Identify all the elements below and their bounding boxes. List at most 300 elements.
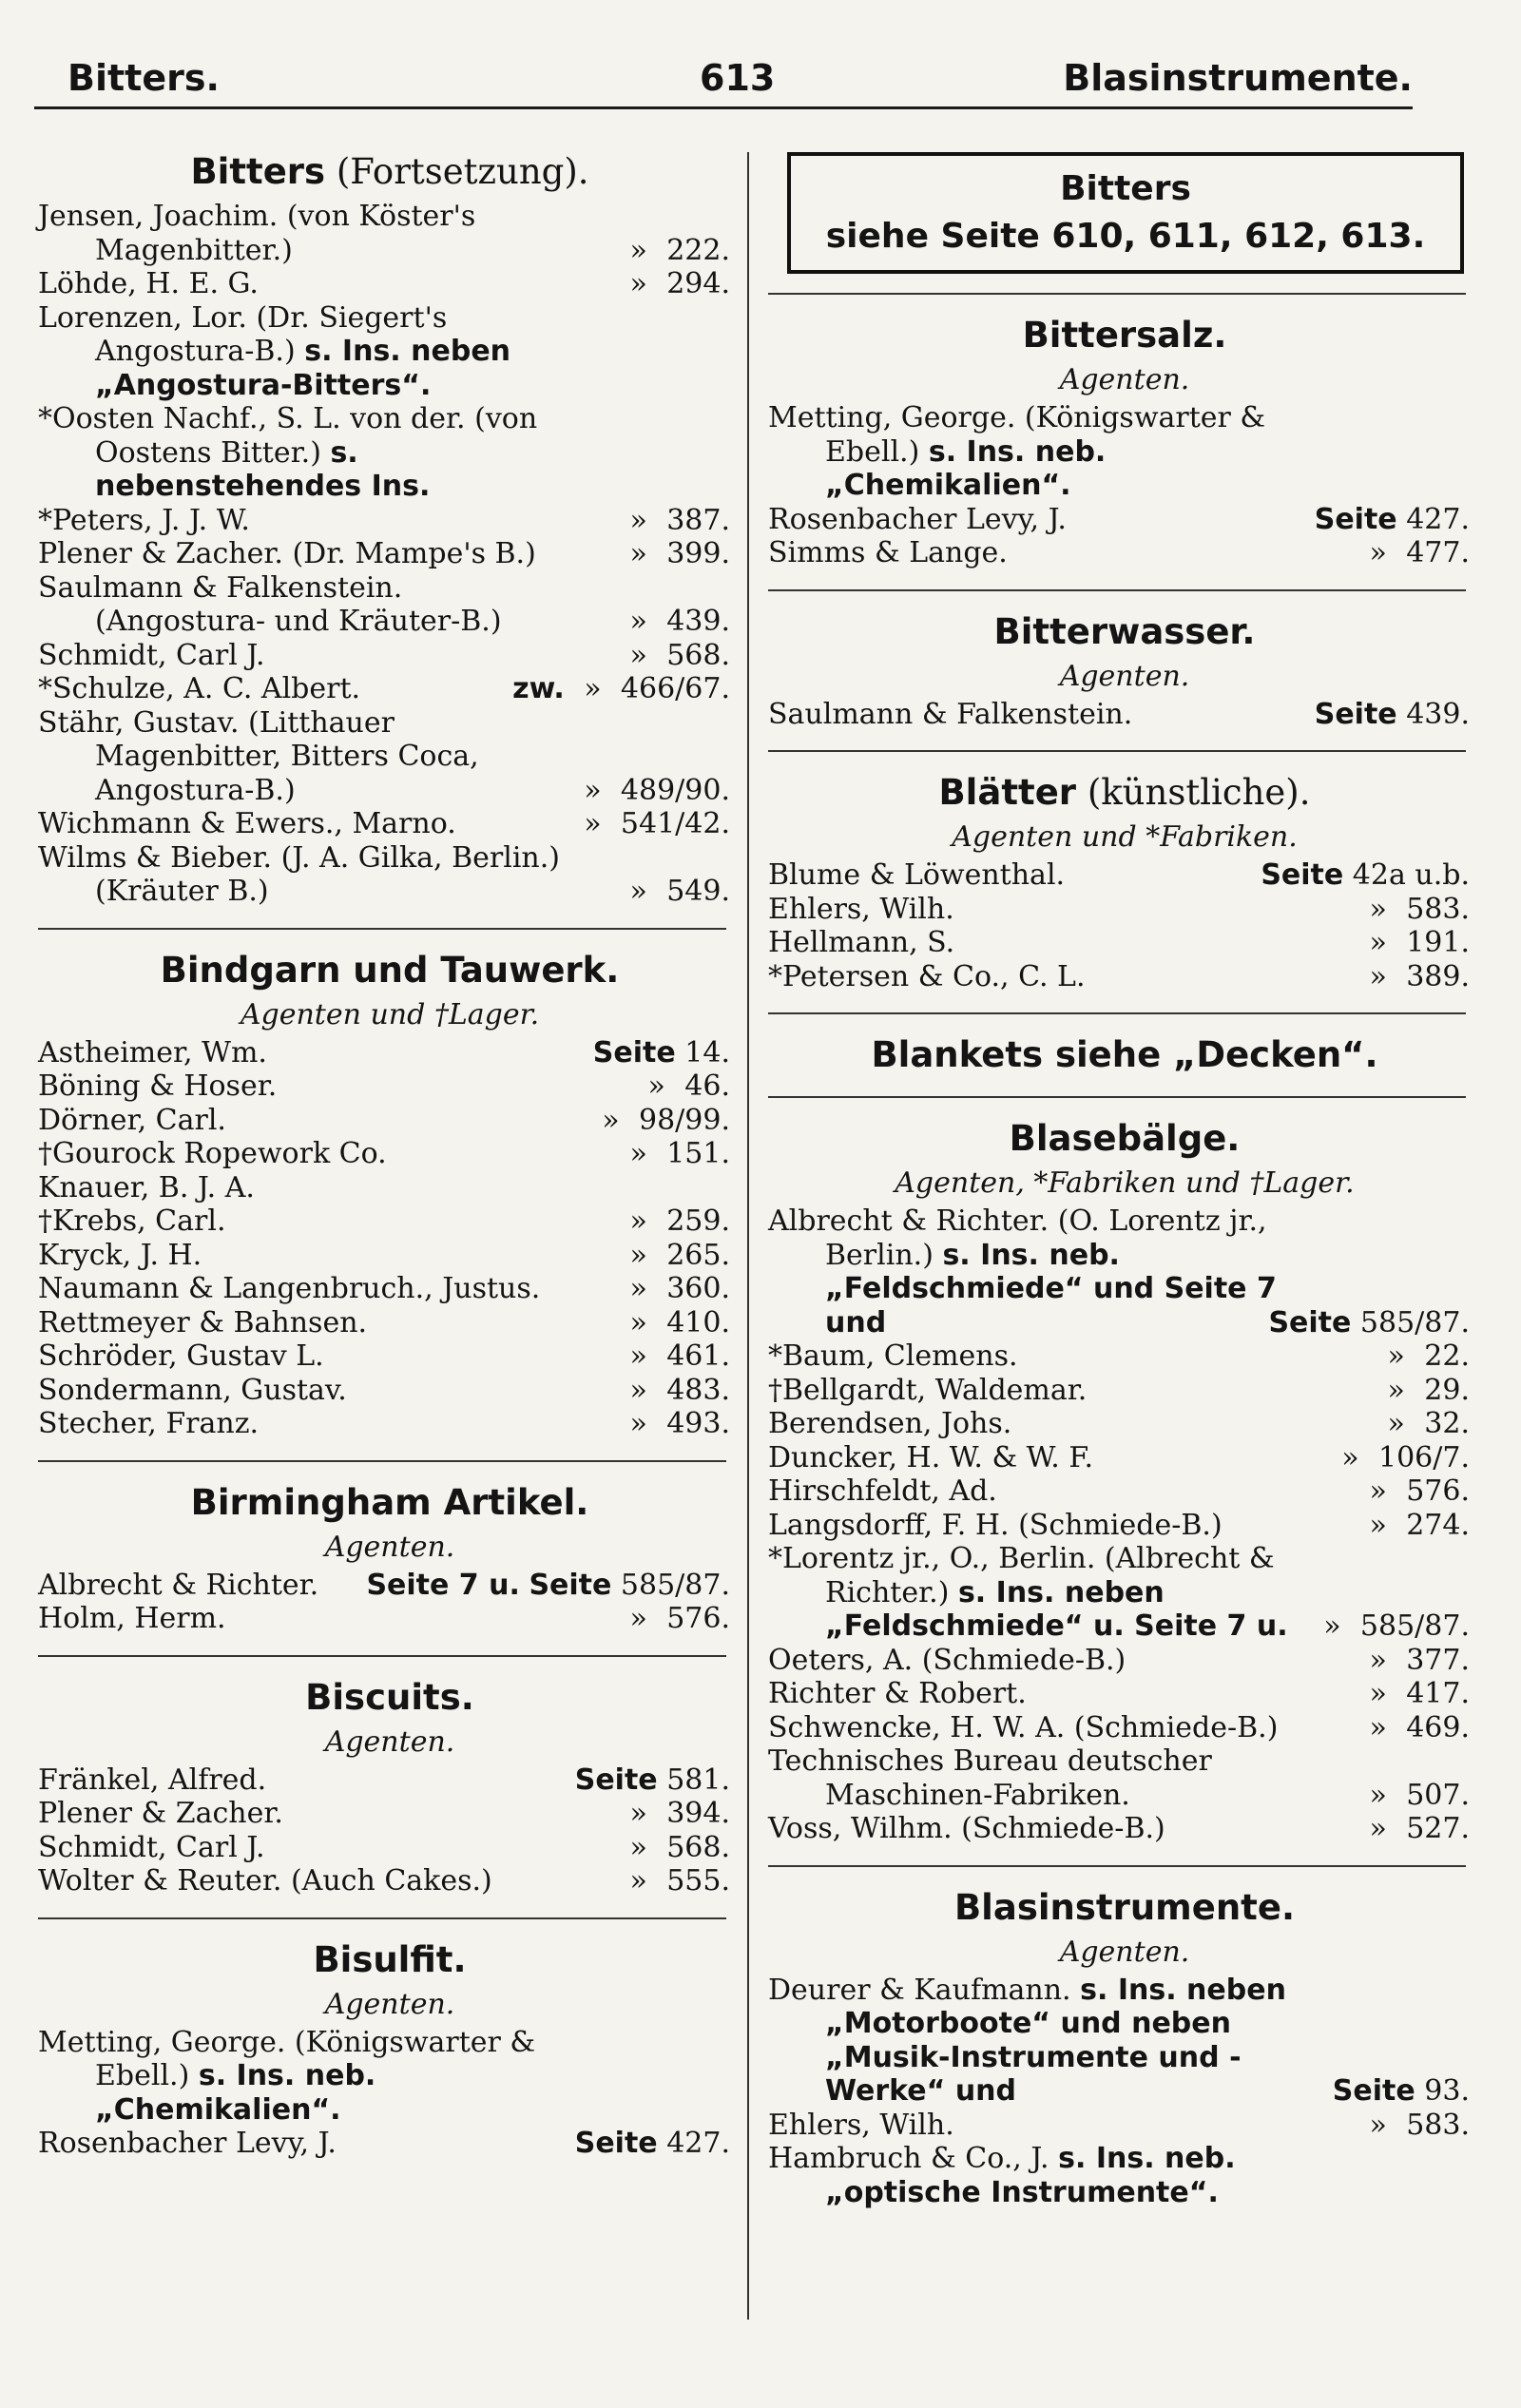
entry-ref-marker: » [629,1339,647,1373]
entry-page-ref [1359,960,1470,994]
entry-name: Löhde, H. E. G. [38,267,259,300]
section-heading [38,150,741,194]
entry-ref-marker: » [629,1305,647,1339]
directory-entry [768,1204,1481,1339]
entry-page-number: 377. [1406,1643,1470,1677]
entry-page-ref [620,1374,730,1408]
section-subtitle: Agenten und †Lager. [240,997,540,1031]
entry-name: Simms & Lange. [768,536,1008,569]
boxed-notice-line2: siehe Seite 610, 611, 612, 613. [825,217,1426,256]
directory-entry [38,1339,741,1374]
left-column [38,143,741,2161]
entry-page-ref [1313,1609,1470,1644]
directory-entry [38,504,741,538]
directory-entry [768,858,1481,893]
section-heading [38,1676,741,1720]
directory-entry [768,2142,1481,2209]
directory-section [38,1481,741,1636]
entry-ref-marker: » [629,1797,647,1830]
entry-name: *Baum, Clemens. [768,1339,1018,1373]
entry-page-ref [1377,1374,1470,1408]
section-title: Biscuits. [305,1676,474,1718]
entry-page-ref [620,1602,730,1636]
right-sections [768,293,1481,2209]
section-title: Bisulfit. [313,1938,467,1980]
entry-name: Dörner, Carl. [38,1103,226,1137]
entry-insert-note: s. nebenstehendes Ins. [95,435,431,503]
entry-name: Saulmann & Falkenstein. (Angostura- und Kräuter-B.) [38,570,502,638]
entry-ref-marker: » [1387,1407,1405,1440]
entry-name: Technisches Bureau deutscher Maschinen-Fabriken. [768,1744,1212,1812]
entry-ref-marker: » [1341,1440,1359,1474]
column-divider [747,152,749,2320]
entry-ref-marker: » [629,537,647,570]
directory-entry [768,1812,1481,1846]
entry-ref-marker: » [1369,1710,1387,1744]
directory-section [768,1886,1481,2210]
section-separator [38,1917,726,1919]
directory-section [38,949,741,1441]
entry-ref-marker: » [629,233,647,267]
entry-page-number: 585/87. [1359,1305,1470,1339]
directory-entry [38,402,741,504]
entry-page-ref [620,639,730,673]
entry-ref-marker: » [1369,959,1387,993]
entry-name: Hirschfeldt, Ad. [768,1474,997,1508]
entry-name: Böning & Hoser. [38,1069,278,1103]
entry-page-number: 410. [666,1305,730,1339]
entry-ref-marker: Seite [1268,1305,1352,1339]
entry-page-ref [1315,698,1470,732]
entry-name: Astheimer, Wm. [38,1035,267,1069]
section-title-suffix: (künstliche). [1076,772,1311,813]
entry-page-ref [1331,1441,1470,1475]
entry-page-ref [366,1569,730,1603]
entry-page-number: 568. [666,1830,730,1864]
directory-entry [768,1407,1481,1441]
entry-name: Ehlers, Wilh. [768,2108,954,2142]
entry-ref-marker: » [629,1373,647,1407]
entry-page-number: 32. [1424,1407,1470,1440]
directory-entry [768,1644,1481,1678]
entry-page-number: 387. [666,503,730,537]
entry-name: Langsdorff, F. H. (Schmiede-B.) [768,1508,1223,1542]
entry-name: Metting, George. (Königswarter & Ebell.) [38,2025,536,2092]
directory-entry [38,1831,741,1865]
directory-entry [768,503,1481,537]
directory-entry [768,1374,1481,1408]
entry-ref-marker: » [584,672,602,705]
entry-name: †Bellgardt, Waldemar. [768,1373,1088,1407]
entry-page-number: 585/87. [1359,1609,1470,1643]
directory-entry [38,706,741,808]
entry-name: Deurer & Kaufmann. [768,1973,1071,2007]
directory-section [768,1117,1481,1846]
entry-ref-marker: » [629,1407,647,1440]
entry-page-number: 477. [1406,536,1470,569]
directory-entry [768,1744,1481,1812]
entry-page-ref [1377,1339,1470,1374]
entry-page-ref [591,1104,730,1138]
entry-name: Wolter & Reuter. (Auch Cakes.) [38,1864,492,1898]
entry-line [768,1339,1481,1374]
entry-insert-note: s. Ins. neben „Motorboote“ und neben „Musik-Instrumente und -Werke“ und [825,1973,1286,2108]
entry-page-number: 583. [1406,892,1470,926]
entry-line [768,2142,1481,2209]
entry-page-ref [1268,1306,1470,1340]
entry-line [38,1069,741,1104]
directory-section [38,150,741,909]
section-subtitle: Agenten und *Fabriken. [952,820,1298,854]
entry-name: Hambruch & Co., J. [768,2142,1049,2175]
section-heading [768,1033,1481,1077]
directory-entry [38,2026,741,2128]
section-subtitle: Agenten, *Fabriken und †Lager. [895,1166,1355,1200]
directory-entry [38,200,741,267]
entry-page-number: 222. [666,233,730,267]
entry-ref-prefix: Seite 7 u. [366,1568,520,1602]
entry-page-number: 489/90. [620,773,730,807]
directory-entry [768,960,1481,994]
entry-ref-marker: » [629,1238,647,1272]
entry-page-number: 583. [1406,2108,1470,2142]
entry-page-number: 29. [1424,1373,1470,1407]
entry-name: Sondermann, Gustav. [38,1373,347,1407]
directory-entry [768,1509,1481,1543]
directory-entry [38,1306,741,1340]
directory-entry [38,1239,741,1273]
entry-insert-note: s. Ins. neb. „Chemikalien“. [825,434,1107,502]
entry-ref-marker: » [1387,1373,1405,1407]
entry-name: Ehlers, Wilh. [768,892,954,926]
entry-page-number: 568. [666,638,730,672]
entry-page-ref [620,875,730,909]
right-column [768,143,1481,2209]
entry-page-number: 294. [666,267,730,300]
directory-entry [38,1797,741,1831]
entry-page-ref [620,1137,730,1171]
entry-name: Kryck, J. H. [38,1238,202,1272]
entry-page-ref [620,1831,730,1865]
entry-page-number: 585/87. [620,1568,730,1602]
entry-ref-marker: » [1369,1677,1387,1710]
entry-page-number: 466/67. [620,672,730,705]
entry-ref-marker: » [1369,1643,1387,1677]
section-title: Blankets siehe „Decken“. [871,1034,1378,1075]
directory-entry [768,1677,1481,1711]
entry-line [768,1374,1481,1408]
entry-page-ref [573,807,730,841]
entry-page-ref [575,2127,730,2161]
section-separator [38,928,726,930]
entry-page-ref [1333,2074,1470,2109]
directory-entry [38,841,741,909]
entry-ref-marker: » [629,1864,647,1898]
entry-page-number: 106/7. [1378,1440,1470,1474]
directory-entry [768,1339,1481,1374]
entry-page-ref [620,267,730,301]
entry-name: Berendsen, Johs. [768,1407,1012,1440]
entry-page-ref [620,1864,730,1898]
entry-name: *Schulze, A. C. Albert. [38,672,361,705]
entry-page-ref [512,672,730,706]
entry-page-number: 98/99. [639,1103,730,1137]
entry-name: Rosenbacher Levy, J. [768,502,1067,536]
section-separator [768,293,1466,295]
directory-entry [38,1763,741,1798]
entry-page-ref [620,1339,730,1374]
directory-section [768,1033,1481,1077]
entry-line [38,402,741,504]
entry-page-ref [620,1306,730,1340]
section-title: Blasebälge. [1009,1118,1241,1159]
directory-entry [768,401,1481,503]
entry-page-ref [620,537,730,571]
section-subtitle: Agenten. [324,1987,455,2021]
entry-name: *Peters, J. J. W. [38,503,250,537]
entry-ref-marker: » [1387,1339,1405,1373]
directory-entry [38,1204,741,1239]
section-heading [768,314,1481,357]
entry-name: Stähr, Gustav. (Litthauer Magenbitter, Bitters Coca, Angostura-B.) [38,705,479,807]
directory-section [38,1676,741,1898]
entry-page-number: 507. [1406,1778,1470,1812]
entry-page-ref [573,774,730,808]
section-title: Bitters [190,151,326,192]
directory-entry [38,571,741,639]
directory-entry [38,267,741,301]
entry-page-ref [620,504,730,538]
entry-page-number: 42a u.b. [1352,858,1470,892]
directory-entry [38,1104,741,1138]
entry-name: Metting, George. (Königswarter & Ebell.) [768,401,1266,469]
entry-page-number: 22. [1424,1339,1470,1373]
entry-ref-marker: » [1369,536,1387,569]
entry-name: Blume & Löwenthal. [768,858,1066,892]
entry-name: Schröder, Gustav L. [38,1339,324,1373]
entry-page-ref [1261,858,1470,893]
entry-ref-marker: Seite [1261,858,1344,892]
entry-name: Plener & Zacher. [38,1797,283,1830]
entry-page-ref [1359,1812,1470,1846]
entry-page-ref [1359,1779,1470,1813]
entry-insert-note: s. Ins. neben „Feldschmiede“ u. Seite 7 u. [825,1575,1288,1643]
entry-page-number: 549. [666,875,730,908]
section-separator [38,1655,726,1657]
entry-ref-marker: » [1369,1508,1387,1542]
directory-entry [768,926,1481,960]
entry-page-number: 541/42. [620,807,730,840]
entry-ref-marker: » [629,1272,647,1305]
entry-name: Holm, Herm. [38,1602,226,1635]
directory-entry [768,1974,1481,2109]
bitters-cross-reference-box [787,152,1464,274]
entry-ref-marker: » [629,1137,647,1170]
entry-name: Duncker, H. W. & W. F. [768,1440,1094,1474]
directory-section [768,610,1481,732]
entry-page-ref [1315,503,1470,537]
section-heading [38,1938,741,1982]
entry-page-ref [620,234,730,268]
entry-page-number: 555. [666,1864,730,1898]
section-separator [768,1096,1466,1098]
entry-page-ref [1359,1711,1470,1745]
entry-line [38,1171,741,1205]
directory-entry [768,698,1481,732]
entry-name: Richter & Robert. [768,1677,1027,1710]
entry-name: Stecher, Franz. [38,1407,260,1440]
entry-ref-marker: » [647,1069,665,1103]
running-head-left: Bitters. [67,57,220,99]
directory-section [768,771,1481,993]
entry-ref-marker: » [602,1103,620,1137]
directory-entry [38,1569,741,1603]
directory-section [768,314,1481,570]
entry-page-ref [638,1069,730,1104]
directory-entry [38,807,741,841]
entry-name: †Krebs, Carl. [38,1204,226,1238]
entry-insert-note: s. Ins. neb. „Chemikalien“. [95,2059,376,2127]
entry-page-number: 265. [666,1238,730,1272]
entry-line [38,301,741,403]
directory-entry [768,536,1481,570]
entry-ref-marker: » [1369,1812,1387,1845]
entry-name: Wichmann & Ewers., Marno. [38,807,456,840]
entry-page-number: 483. [666,1373,730,1407]
entry-line [768,401,1481,503]
entry-line [768,1407,1481,1441]
entry-page-ref [1359,893,1470,927]
entry-ref-marker: Seite [574,1763,658,1797]
entry-name: *Lorentz jr., O., Berlin. (Albrecht & Richter.) [768,1542,1275,1609]
entry-page-number: 274. [1406,1508,1470,1542]
section-title: Birmingham Artikel. [190,1481,589,1523]
entry-name: Schmidt, Carl J. [38,638,265,672]
section-title: Bindgarn und Tauwerk. [160,949,620,991]
directory-entry [38,1171,741,1205]
entry-page-number: 93. [1424,2074,1470,2108]
entry-page-number: 439. [666,605,730,638]
entry-name: Voss, Wilhm. (Schmiede-B.) [768,1812,1165,1845]
entry-name: Wilms & Bieber. (J. A. Gilka, Berlin.) (Kräuter B.) [38,840,560,908]
entry-insert-note: s. Ins. neb. „optische Instrumente“. [825,2142,1236,2209]
entry-insert-note: s. Ins. neb. „Feldschmiede“ und Seite 7 und [825,1238,1277,1339]
section-heading [768,1886,1481,1930]
section-heading [768,1117,1481,1161]
section-title-suffix: (Fortsetzung). [325,151,589,192]
directory-entry [38,1374,741,1408]
entry-ref-marker: » [1369,1474,1387,1508]
entry-ref-marker: » [629,1602,647,1635]
entry-ref-marker: Seite [1314,502,1397,536]
entry-page-number: 399. [666,537,730,570]
entry-ref-marker: » [584,807,602,840]
section-subtitle: Agenten. [324,1724,455,1759]
section-subtitle: Agenten. [1059,1935,1190,1969]
entry-ref-prefix: zw. [512,672,565,705]
entry-name: Hellmann, S. [768,926,955,959]
entry-name: Jensen, Joachim. (von Köster's Magenbitter.) [38,200,476,267]
entry-name: Rettmeyer & Bahnsen. [38,1305,368,1339]
entry-name: Plener & Zacher. (Dr. Mampe's B.) [38,537,536,570]
entry-page-number: 427. [1406,502,1470,536]
section-separator [38,1460,726,1462]
entry-page-ref [620,1272,730,1306]
entry-ref-marker: » [1323,1609,1341,1643]
entry-name: Saulmann & Falkenstein. [768,697,1133,731]
directory-entry [38,672,741,706]
entry-line [38,2026,741,2128]
directory-entry [768,893,1481,927]
entry-page-ref [1359,2109,1470,2143]
entry-ref-marker: » [1369,926,1387,959]
entry-ref-marker: Seite [529,1568,612,1602]
directory-entry [38,1137,741,1171]
section-title: Bittersalz. [1022,315,1227,356]
entry-name: Albrecht & Richter. (O. Lorentz jr., Berlin.) [768,1204,1267,1272]
entry-name: Lorenzen, Lor. (Dr. Siegert's Angostura-B.) [38,300,448,368]
section-heading [768,771,1481,815]
directory-entry [38,537,741,571]
entry-page-ref [593,1036,730,1070]
section-heading [38,1481,741,1525]
page-number: 613 [700,57,776,99]
entry-ref-marker: » [629,1830,647,1864]
entry-name: Rosenbacher Levy, J. [38,2127,337,2160]
running-head [34,57,1413,109]
entry-page-number: 417. [1406,1677,1470,1710]
entry-name: Schwencke, H. W. A. (Schmiede-B.) [768,1710,1279,1744]
directory-section [38,1938,741,2161]
entry-page-number: 360. [666,1272,730,1305]
section-subtitle: Agenten. [324,1530,455,1564]
entry-ref-marker: » [629,605,647,638]
entry-page-ref [1359,1644,1470,1678]
directory-entry [38,1407,741,1441]
section-title: Blasinstrumente. [953,1886,1296,1928]
section-separator [768,1865,1466,1867]
entry-ref-marker: Seite [1332,2074,1415,2108]
entry-page-number: 14. [684,1035,730,1069]
entry-ref-marker: » [629,1204,647,1238]
entry-name: Schmidt, Carl J. [38,1830,265,1864]
section-separator [768,750,1466,752]
directory-entry [38,639,741,673]
entry-page-ref [1359,1474,1470,1509]
entry-page-ref [1359,536,1470,570]
directory-entry [768,1711,1481,1745]
directory-entry [768,1474,1481,1509]
entry-name: Fränkel, Alfred. [38,1763,267,1797]
section-subtitle: Agenten. [1059,659,1190,693]
directory-entry [38,1864,741,1898]
entry-page-number: 191. [1406,926,1470,959]
running-head-right: Blasinstrumente. [1063,57,1413,99]
section-separator [768,589,1466,591]
entry-name: Oeters, A. (Schmiede-B.) [768,1643,1126,1677]
entry-page-ref [1359,1509,1470,1543]
entry-page-number: 259. [666,1204,730,1238]
directory-entry [768,1441,1481,1475]
entry-name: †Gourock Ropework Co. [38,1137,387,1170]
entry-page-number: 469. [1406,1710,1470,1744]
entry-page-ref [575,1763,730,1798]
entry-ref-marker: » [1369,2108,1387,2142]
entry-page-number: 427. [666,2127,730,2160]
entry-name: Knauer, B. J. A. [38,1170,255,1204]
directory-entry [38,2127,741,2161]
entry-page-ref [620,605,730,639]
